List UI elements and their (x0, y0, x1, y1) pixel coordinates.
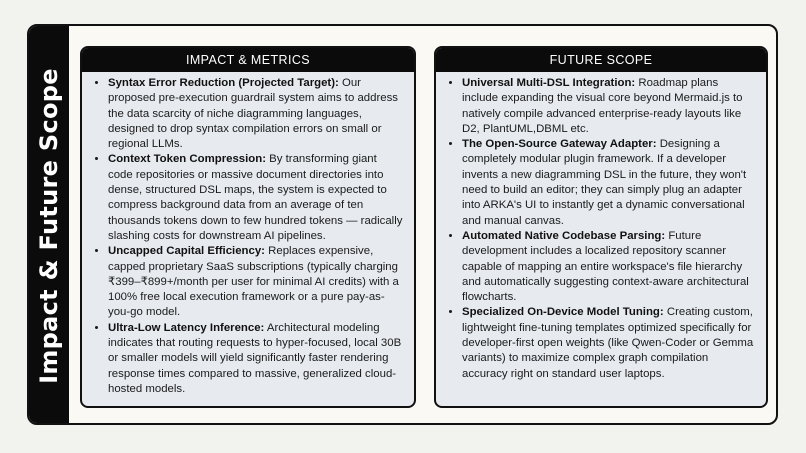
future-scope-list (436, 76, 766, 382)
item-text: Future development includes a localized repository scanner capable of mapping an entire workspace's file hierarchy and automatically suggesting context-aware architectural flowcharts. (462, 229, 749, 304)
list-item (462, 137, 756, 229)
list-item (462, 229, 756, 305)
item-title: Universal Multi-DSL Integration: (462, 77, 636, 89)
item-text: Our proposed pre-execution guardrail system aims to address the data scarcity of niche diagramming languages, designed to drop syntax compilation errors on small or regional LLMs. (108, 77, 398, 151)
item-text: By transforming giant code repositories or massive document directories into dense, structured DSL maps, the system is expected to compress background data from an average of ten thousands tokens down to few hundred tokens — radically slashing costs for downstream AI pipelines. (108, 153, 403, 242)
item-text: Roadmap plans include expanding the visual core beyond Mermaid.js to natively compile advanced enterprise-ready layouts like D2, PlantUML,DBML etc. (462, 77, 743, 135)
item-text: Replaces expensive, capped proprietary SaaS subscriptions (typically charging ₹399–₹899+/month per user for minimal AI credits) with a 100% free local execution framework or a pure pay-as-you-go model. (108, 245, 399, 319)
impact-metrics-panel (80, 46, 416, 408)
list-item (108, 76, 404, 152)
item-title: Syntax Error Reduction (Projected Target): (108, 77, 339, 89)
list-item (108, 152, 404, 244)
impact-metrics-header: IMPACT & METRICS (82, 48, 414, 72)
item-title: The Open-Source Gateway Adapter: (462, 138, 657, 151)
future-scope-panel (434, 46, 768, 408)
impact-metrics-list (82, 76, 414, 397)
item-title: Uncapped Capital Efficiency: (108, 245, 265, 258)
list-item (108, 321, 404, 397)
list-item (462, 305, 756, 381)
item-title: Specialized On-Device Model Tuning: (462, 306, 664, 319)
slide (27, 24, 778, 425)
item-title: Automated Native Codebase Parsing: (462, 229, 666, 242)
item-text: Creating custom, lightweight fine-tuning templates optimized specifically for developer-first open weights (like Qwen-Coder or Gemma variants) to maximize complex graph compilation accuracy right on standard user laptops. (462, 306, 754, 380)
item-text: Architectural modeling indicates that routing requests to hyper-focused, local 30B or smaller models will yield significantly faster rendering response times compared to massive, generalized cloud-hosted models. (108, 321, 402, 395)
list-item (108, 244, 404, 320)
slide-title: Impact & Future Scope (35, 68, 63, 384)
item-title: Ultra-Low Latency Inference: (108, 321, 265, 334)
sidebar (29, 26, 69, 423)
item-text: Designing a completely modular plugin framework. If a developer invents a new diagramming DSL in the future, they won't need to build an editor; they can simply plug an adapter into ARKA's UI to instantly get a dynamic conversational and manual canvas. (462, 138, 747, 227)
list-item (462, 76, 756, 137)
future-scope-header: FUTURE SCOPE (436, 48, 766, 72)
item-title: Context Token Compression: (108, 153, 267, 166)
